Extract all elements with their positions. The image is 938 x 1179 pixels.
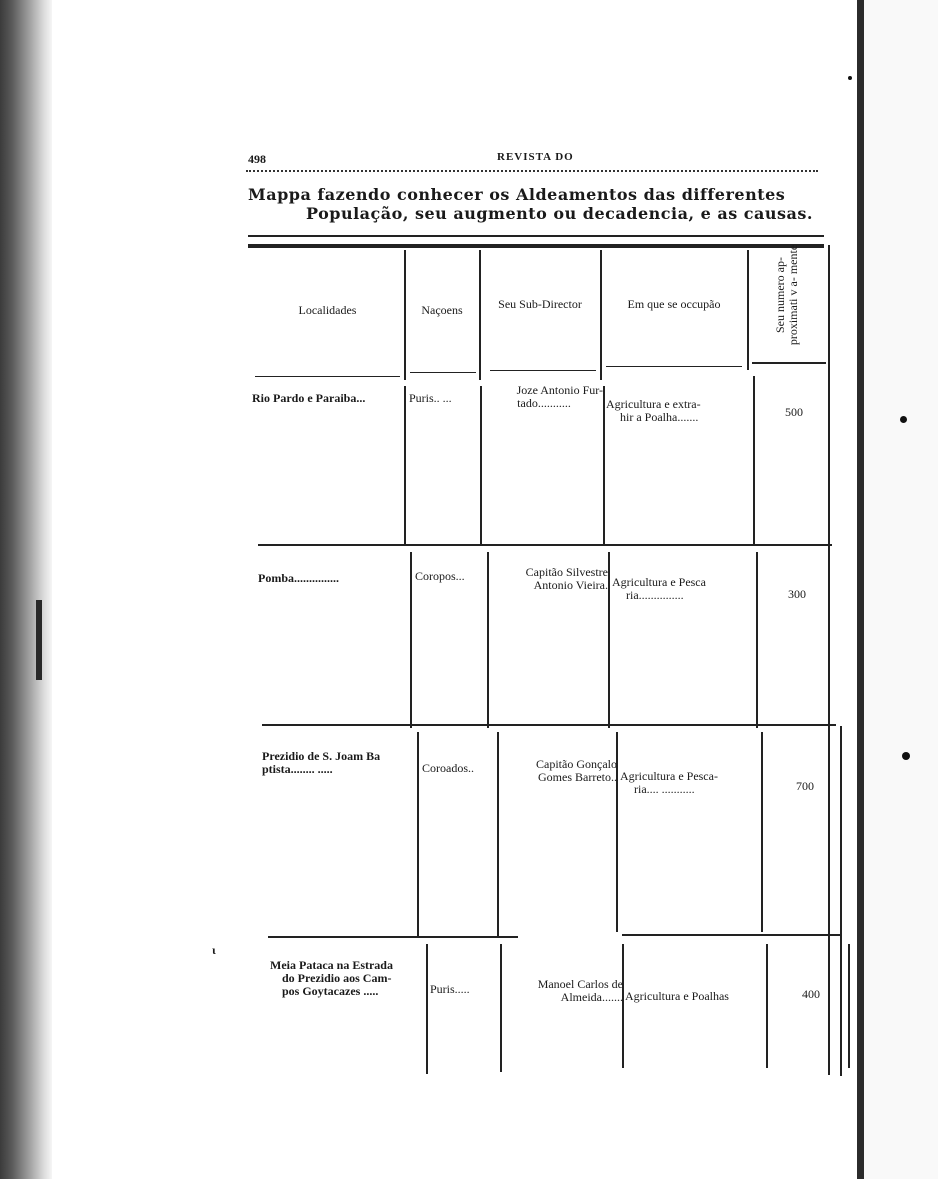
row-3-localidade: Prezidio de S. Joam Ba ptista........ .....	[262, 749, 381, 776]
running-head: REVISTA DO	[497, 151, 574, 163]
row-3-sub-director: Capitão Gonçalo Gomes Barreto..	[536, 757, 617, 784]
col-sep	[766, 944, 768, 1068]
header-rule	[410, 372, 476, 373]
row-2-numero: 300	[788, 587, 806, 601]
row-4-occupacao: Agricultura e Poalhas	[625, 989, 729, 1003]
scan-speck	[900, 416, 907, 423]
header-localidades: Localidades	[298, 303, 357, 317]
col-sep	[479, 250, 481, 380]
row-rule	[268, 936, 518, 938]
col-sep	[608, 552, 610, 728]
row-4-numero: 400	[802, 987, 820, 1001]
col-sep	[761, 732, 763, 932]
scan-binding-mark	[36, 600, 42, 680]
table-top-rule	[248, 235, 824, 237]
row-1-localidade: Rio Pardo e Paraiba...	[252, 391, 366, 405]
col-sep	[747, 250, 749, 370]
row-4-localidade: Meia Pataca na Estrada do Prezidio aos Cam- pos Goytacazes .....	[270, 958, 393, 998]
col-sep	[487, 552, 489, 728]
title-line-2: População, seu augmento ou decadencia, e as causas.	[306, 204, 813, 223]
header-sub-director: Seu Sub-Director	[498, 297, 582, 311]
row-3-occupacao: Agricultura e Pesca- ria.... ...........	[620, 769, 718, 796]
col-sep	[622, 944, 624, 1068]
header-rule	[490, 370, 596, 371]
table-top-rule-thick	[248, 244, 824, 248]
scan-right-border	[857, 0, 864, 1179]
col-sep	[600, 250, 602, 380]
col-sep	[603, 386, 605, 546]
col-sep	[426, 944, 428, 1074]
col-sep	[404, 386, 406, 546]
scan-left-shadow	[0, 0, 52, 1179]
row-1-sub-director: Joze Antonio Fur- tado...........	[516, 383, 603, 410]
title-line-1: Mappa fazendo conhecer os Aldeamentos das differentes	[248, 185, 786, 204]
col-sep	[410, 552, 412, 728]
header-nacoens: Naçoens	[421, 303, 463, 317]
page-number: 498	[248, 152, 266, 166]
row-rule	[262, 724, 836, 726]
row-1-nacao: Puris.. ...	[409, 391, 452, 405]
header-rule	[606, 366, 742, 367]
table-right-rule-lower	[840, 726, 842, 1076]
row-3-numero: 700	[796, 779, 814, 793]
col-sep	[500, 944, 502, 1072]
header-rule	[246, 170, 818, 172]
header-rule	[752, 362, 826, 364]
row-4-sub-director: Manoel Carlos de Almeida.......	[537, 977, 623, 1004]
header-occupacao: Em que se occupão	[627, 297, 721, 311]
scan-right-margin	[864, 0, 938, 1179]
col-sep	[480, 386, 482, 546]
header-numero: Seu numero ap- proximati v a- mente	[773, 244, 800, 346]
row-2-localidade: Pomba...............	[258, 571, 339, 585]
row-3-nacao: Coroados..	[422, 761, 474, 775]
row-2-nacao: Coropos...	[415, 569, 465, 583]
row-2-sub-director: Capitão Silvestre Antonio Vieira.	[525, 565, 608, 592]
row-4-nacao: Puris.....	[430, 982, 470, 996]
row-rule	[258, 544, 832, 546]
row-1-numero: 500	[785, 405, 803, 419]
row-1-occupacao: Agricultura e extra- hir a Poalha.......	[606, 397, 701, 424]
margin-mark: ι	[212, 943, 216, 957]
table-right-rule-bottom	[848, 944, 850, 1068]
scan-speck	[848, 76, 852, 80]
row-2-occupacao: Agricultura e Pesca ria...............	[612, 575, 706, 602]
page-title	[248, 185, 838, 223]
row-rule	[622, 934, 840, 936]
scan-speck	[902, 752, 910, 760]
header-rule	[255, 376, 400, 377]
table-right-rule	[828, 245, 830, 1075]
